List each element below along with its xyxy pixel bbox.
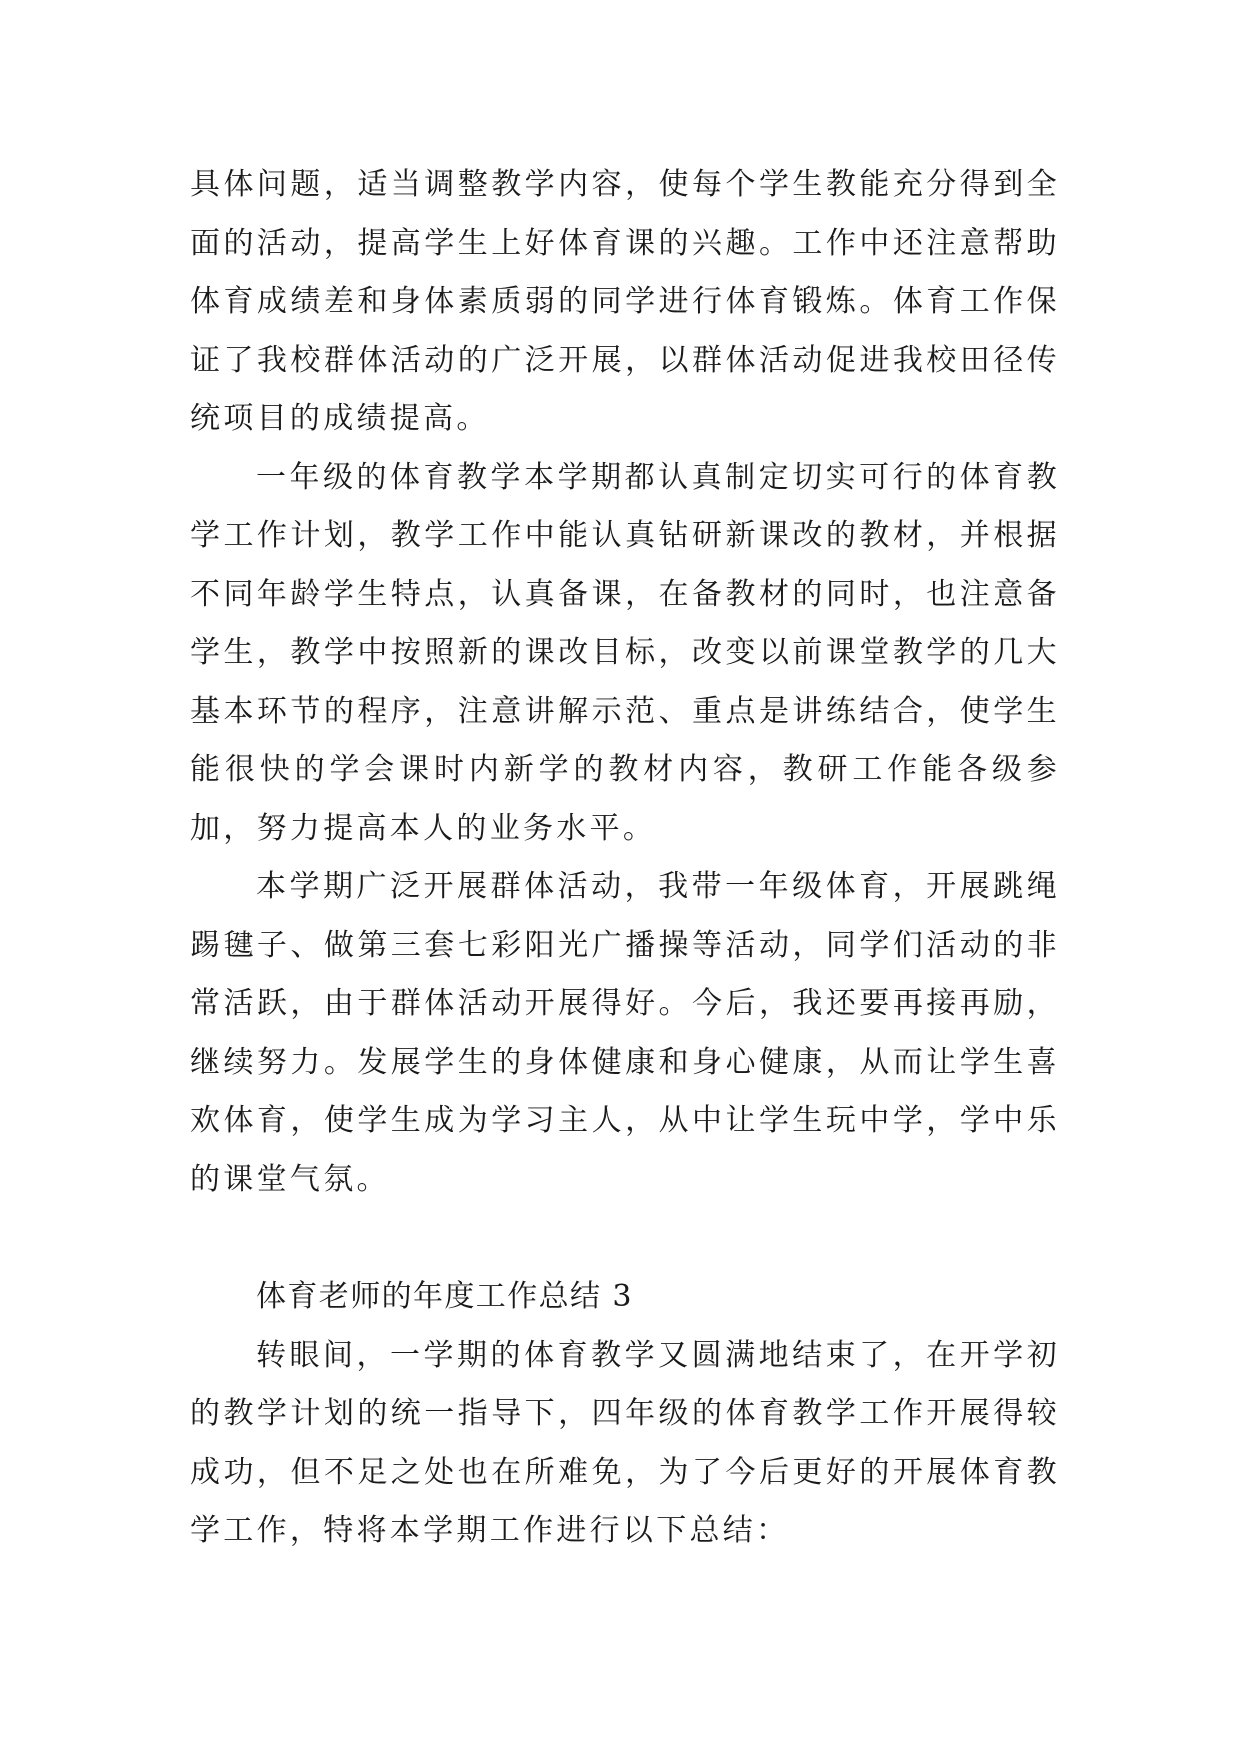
section-heading: 体育老师的年度工作总结 3 [256,1279,633,1314]
paragraph-group-activities: 本学期广泛开展群体活动，我带一年级体育，开展跳绳踢毽子、做第三套七彩阳光广播操等活动，同学们活动的非常活跃，由于群体活动开展得好。今后，我还要再接再励，继续努力。发展学生的身体健康和身心健康，从而让学生喜欢体育，使学生成为学习主人，从中让学生玩中学，学中乐的课堂气氛。 [190,869,1060,1197]
paragraph-semester-summary: 转眼间，一学期的体育教学又圆满地结束了，在开学初的教学计划的统一指导下，四年级的体育教学工作开展得较成功，但不足之处也在所难免，为了今后更好的开展体育教学工作，特将本学期工作进行以下总结： [190,1337,1060,1548]
body-text-top [190,156,1060,1209]
body-text-bottom [190,1268,1060,1561]
paragraph-continued: 具体问题，适当调整教学内容，使每个学生教能充分得到全面的活动，提高学生上好体育课的兴趣。工作中还注意帮助体育成绩差和身体素质弱的同学进行体育锻炼。体育工作保证了我校群体活动的广泛开展，以群体活动促进我校田径传统项目的成绩提高。 [190,167,1060,436]
paragraph-grade-one-teaching: 一年级的体育教学本学期都认真制定切实可行的体育教学工作计划，教学工作中能认真钻研新课改的教材，并根据不同年龄学生特点，认真备课，在备教材的同时，也注意备学生，教学中按照新的课改目标，改变以前课堂教学的几大基本环节的程序，注意讲解示范、重点是讲练结合，使学生能很快的学会课时内新学的教材内容，教研工作能各级参加，努力提高本人的业务水平。 [190,459,1060,846]
